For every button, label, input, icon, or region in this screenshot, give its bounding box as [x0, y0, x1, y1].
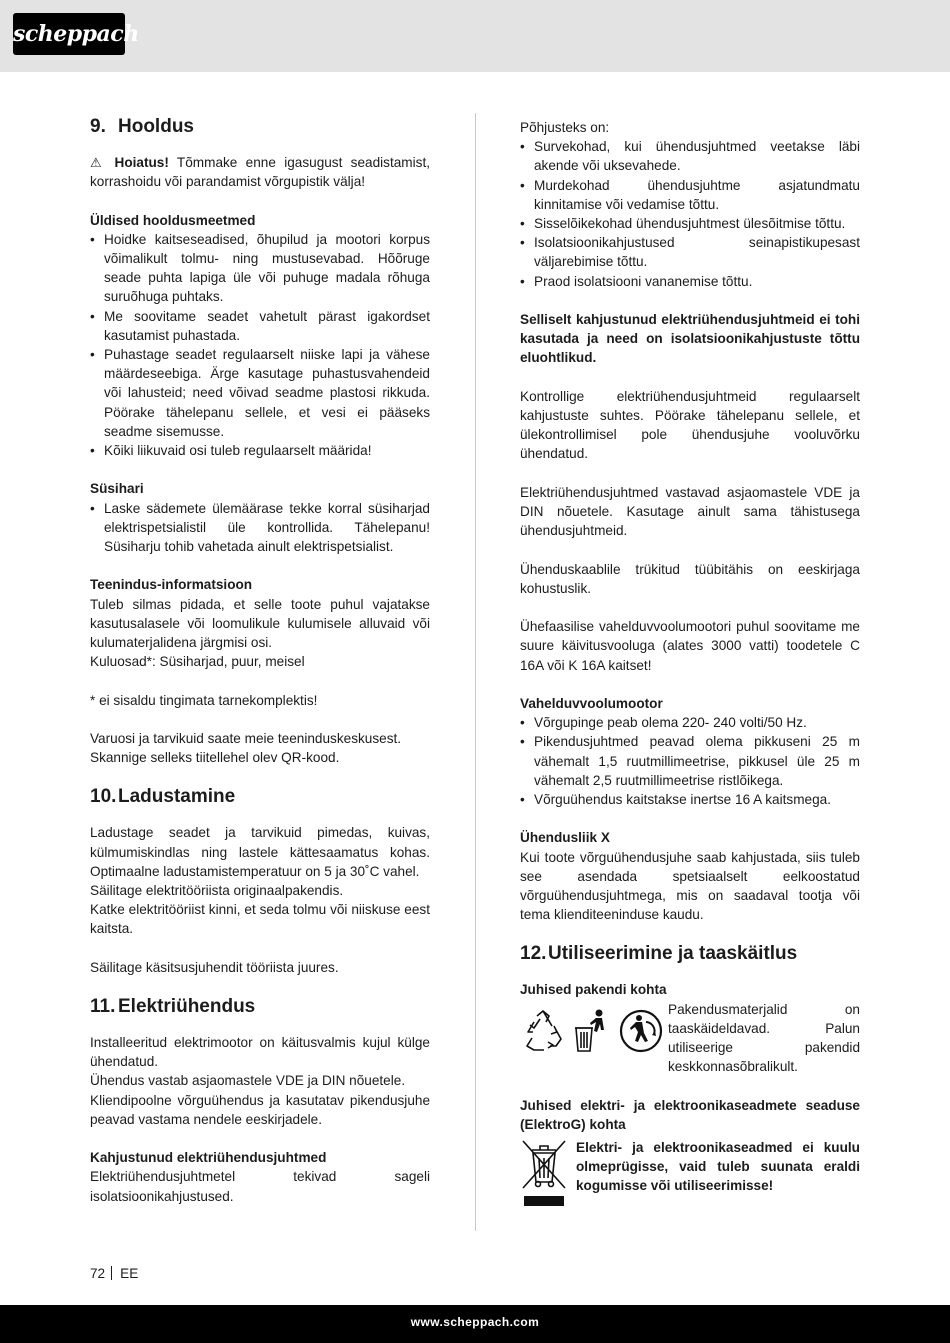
- weee-heading: Juhised elektri- ja elektroonikaseadmete seaduse (ElektroG) kohta: [520, 1097, 860, 1132]
- storage-text-1: Ladustage seadet ja tarvikuid pimedas, kuivas, külmumiskindlas ning lastele kättesaamatus kohas. Optimaalne ladustamistemperatuur on 5 ja 30˚C vahel.: [90, 825, 430, 879]
- list-item: • Kõiki liikuvaid osi tuleb regulaarselt määrida!: [90, 441, 430, 460]
- green-dot-icon: [618, 1008, 664, 1054]
- section-9-heading: [90, 113, 430, 153]
- service-info-heading: Teenindus-informatsioon: [90, 577, 253, 593]
- weee-block: [520, 1138, 860, 1215]
- page-footer: [90, 1264, 138, 1283]
- list-item: • Isolatsioonikahjustused seinapistikupesast väljarebimise tõttu.: [520, 233, 860, 271]
- warning-text: Tõmmake enne igasugust seadistamist, korrashoidu või parandamist võrgupistik välja!: [90, 155, 431, 190]
- warning-label: Hoiatus!: [114, 155, 169, 170]
- footnote-text: * ei sisaldu tingimata tarnekomplektis!: [90, 692, 318, 708]
- scheppach-logo: scheppach: [13, 13, 125, 55]
- section-11-heading: [90, 993, 430, 1033]
- list-item: • Murdekohad ühendusjuhtme asjatundmatu kinnitamise või vedamise tõttu.: [520, 176, 860, 214]
- section-11-number: 11.: [90, 996, 116, 1018]
- list-item: • Me soovitame seadet vahetult pärast igakordset kasutamist puhastada.: [90, 307, 430, 345]
- ac-motor-heading: Vahelduvvoolumootor: [520, 696, 663, 711]
- list-item: • Hoidke kaitseseadised, õhupilud ja mootori korpus võimalikult tolmu- ning mustusevabad. Hõõruge seade puhta lapiga üle või puhuge madala rõhuga suruõhuga puhtaks.: [90, 230, 430, 307]
- header-bar: [0, 0, 950, 72]
- list-item: • Laske sädemete ülemäärase tekke korral süsiharjad elektrispetsialistil üle kontrollida. Tähelepanu! Süsiharju tohib vahetada ainult elektrispetsialist.: [90, 499, 430, 557]
- section-12-heading: [520, 940, 860, 980]
- damaged-cables-heading: Kahjustunud elektriühendusjuhtmed: [90, 1150, 327, 1166]
- wear-parts-text: Kuluosad*: Süsiharjad, puur, meisel: [90, 654, 305, 670]
- page-number: 72: [90, 1266, 106, 1281]
- section-9-title: Hooldus: [118, 116, 194, 137]
- packaging-text: Pakendusmaterjalid on taaskäideldavad. Palun utiliseerige pakendid keskkonnasõbralikult.: [668, 1001, 860, 1075]
- damaged-cables-text: Elektriühendusjuhtmetel tekivad sageli isolatsioonikahjustused.: [90, 1169, 430, 1204]
- recycle-icon: [520, 1008, 566, 1054]
- spare-parts-text: Varuosi ja tarvikuid saate meie teeninduskeskusest.: [90, 731, 402, 747]
- section-10-heading: [90, 783, 430, 823]
- vde-compliance-text: Elektriühendusjuhtmed vastavad asjaomastele VDE ja DIN nõuetele. Kasutage ainult sama tähistusega ühendusjuhtmeid.: [520, 484, 860, 539]
- service-info-text: Tuleb silmas pidada, et selle toote puhul vajatakse kasutusalasele või loomulikule kulumisele alluvaid või kulumaterjalidena järgmisi osi.: [90, 596, 430, 651]
- right-column: [520, 118, 860, 1215]
- section-10-title: Ladustamine: [118, 786, 236, 808]
- causes-list: [520, 137, 860, 291]
- packaging-block: [520, 1000, 860, 1077]
- crossed-bin-icon: [520, 1138, 576, 1215]
- list-item: • Võrgupinge peab olema 220- 240 volti/50 Hz.: [520, 713, 860, 732]
- list-item: • Pikendusjuhtmed peavad olema pikkuseni 25 m vähemalt 1,5 ruutmillimeetrise, pikkusel üle 25 m vähemalt 2,5 ruutmillimeetrise ristlõikega.: [520, 732, 860, 790]
- storage-text-2: Säilitage elektritööriista originaalpakendis.: [90, 883, 344, 899]
- type-designation-text: Ühenduskaablile trükitud tüübitähis on eeskirjaga kohustuslik.: [520, 561, 860, 596]
- website-link[interactable]: www.scheppach.com: [410, 1315, 540, 1329]
- single-phase-text: Ühefaasilise vahelduvvoolumootori puhul soovitame me suure käivitusvooluga (alates 3000 vatti) toodetele C 16A või K 16A kaitset!: [520, 619, 860, 673]
- column-divider: [475, 113, 476, 1231]
- section-10-number: 10.: [90, 786, 117, 808]
- danger-warning-text: Selliselt kahjustunud elektriühendusjuhtmeid ei tohi kasutada ja need on isolatsioonikahjustuste tõttu eluohtlikud.: [520, 312, 860, 366]
- language-code: EE: [120, 1266, 139, 1281]
- section-11-title: Elektriühendus: [118, 996, 256, 1018]
- weee-text: Elektri- ja elektroonikaseadmed ei kuulu olmeprügisse, vaid tuleb suunata eraldi kogumisse või utiliseerimisse!: [576, 1140, 860, 1194]
- section-12-title: Utiliseerimine ja taaskäitlus: [548, 943, 798, 965]
- list-item: • Puhastage seadet regulaarselt niiske lapi ja vähese määrdeseebiga. Ärge kasutage puhastusvahendeid või lahusteid; need võivad seadme plastosi rikkuda. Pöörake tähelepanu sellele, et vesi ei pääseks seadme sisemusse.: [90, 345, 430, 441]
- electric-text-1: Installeeritud elektrimootor on käitusvalmis kujul külge ühendatud.: [90, 1035, 430, 1070]
- list-item: • Sisselõikekohad ühendusjuhtmest ülesõitmise tõttu.: [520, 214, 860, 233]
- connection-type-heading: Ühendusliik X: [520, 830, 610, 846]
- litter-bin-icon: [570, 1008, 614, 1054]
- section-9-number: 9.: [90, 116, 106, 137]
- left-column: [90, 113, 430, 1206]
- warning-triangle-icon: ⚠: [90, 155, 107, 170]
- general-maintenance-heading: Üldised hooldusmeetmed: [90, 212, 256, 228]
- carbon-brush-list: [90, 499, 430, 557]
- connection-type-text: Kui toote võrguühendusjuhe saab kahjustada, siis tuleb see asendada spetsiaalselt eelkoostatud võrguühendusjuhtmega, mis on saadaval tootja või tema klienditeeninduse kaudu.: [520, 849, 860, 923]
- list-item: • Survekohad, kui ühendusjuhtmed veetakse läbi akende või uksevahede.: [520, 137, 860, 175]
- causes-intro: Põhjusteks on:: [520, 120, 610, 135]
- check-cables-text: Kontrollige elektriühendusjuhtmeid regulaarselt kahjustuste suhtes. Pöörake tähelepanu sellele, et ülekontrollimisel pole ühendusjuhe vooluvõrku ühendatud.: [520, 388, 860, 462]
- packaging-heading: Juhised pakendi kohta: [520, 982, 667, 998]
- section-12-number: 12.: [520, 943, 547, 965]
- general-maintenance-list: [90, 230, 430, 460]
- electric-text-2: Ühendus vastab asjaomastele VDE ja DIN nõuetele.: [90, 1073, 406, 1089]
- warning-paragraph: [90, 153, 430, 191]
- qr-code-hint: Skannige selleks tiitellehel olev QR-kood.: [90, 750, 340, 766]
- electric-text-3: Kliendipoolne võrguühendus ja kasutatav pikendusjuhe peavad vastama nendele eeskirjadele.: [90, 1092, 430, 1127]
- carbon-brush-heading: Süsihari: [90, 481, 144, 497]
- ac-motor-list: [520, 713, 860, 809]
- footer-separator: [111, 1266, 112, 1280]
- storage-text-4: Säilitage käsitsusjuhendit tööriista juures.: [90, 959, 339, 975]
- storage-text-3: Katke elektritööriist kinni, et seda tolmu või niiskuse eest kaitsta.: [90, 902, 430, 937]
- list-item: • Võrguühendus kaitstakse inertse 16 A kaitsmega.: [520, 790, 860, 809]
- list-item: • Praod isolatsiooni vananemise tõttu.: [520, 272, 860, 291]
- recycling-icons: [520, 1000, 668, 1054]
